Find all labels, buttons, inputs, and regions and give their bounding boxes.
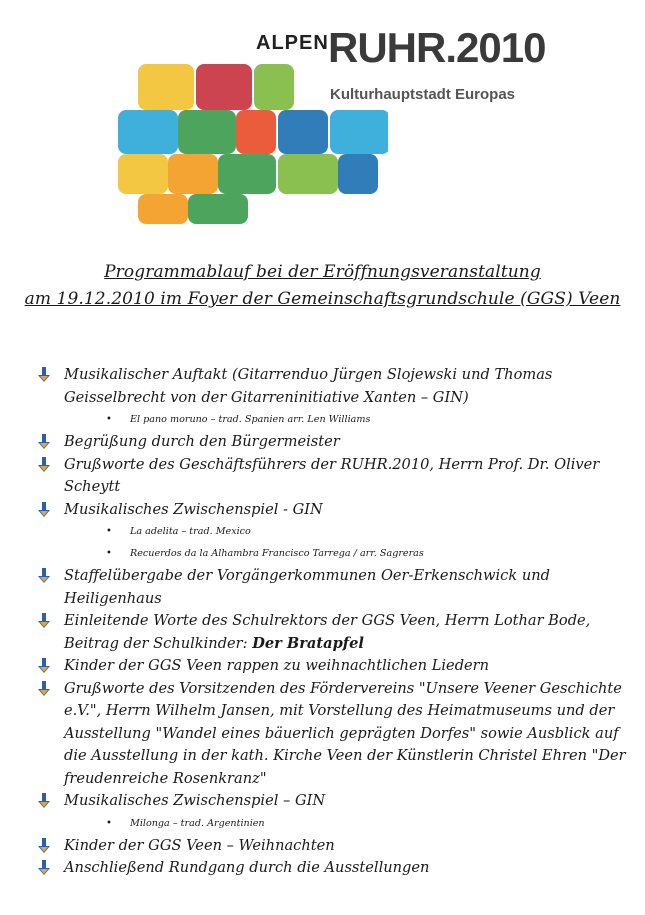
arrow-down-icon [38, 568, 50, 584]
logo-mosaic-block [118, 154, 168, 194]
arrow-down-icon [38, 860, 50, 876]
arrow-down-icon [38, 457, 50, 473]
ruhr2010-logo [118, 24, 546, 228]
logo-mosaic-block [254, 64, 294, 110]
logo-alpen-text: ALPEN [256, 32, 329, 54]
program-item [36, 364, 626, 431]
logo-mosaic-block [118, 110, 178, 154]
logo-mosaic-block [338, 154, 378, 194]
logo-mosaic-block [168, 154, 218, 194]
program-item [36, 610, 626, 655]
program-subitem: • La adelita – trad. Mexico [106, 521, 626, 543]
program-item-text: Anschließend Rundgang durch die Ausstellungen [64, 859, 430, 876]
program-item [36, 678, 626, 791]
logo-mosaic-block [196, 64, 252, 110]
program-item-text: Kinder der GGS Veen – Weihnachten [64, 836, 335, 854]
arrow-down-icon [38, 613, 50, 629]
program-item [36, 835, 626, 858]
program-item-text: Musikalisches Zwischenspiel – GIN [64, 792, 326, 809]
program-item-text: Musikalischer Auftakt (Gitarrenduo Jürgen Slojewski und Thomas Geisselbrecht von der Gitarreninitiative Xanten – GIN) [64, 366, 553, 406]
logo-mosaic-block [330, 110, 388, 154]
program-item [36, 857, 626, 880]
program-item-text: Musikalisches Zwischenspiel - GIN [64, 500, 323, 518]
logo-mosaic-block [278, 110, 328, 154]
program-title-line1: Programmablauf bei der Eröffnungsveranstaltung [104, 262, 541, 282]
program-subitem: • Milonga – trad. Argentinien [106, 813, 626, 835]
program-item-text: Begrüßung durch den Bürgermeister [64, 433, 340, 450]
arrow-down-icon [38, 793, 50, 809]
program-item [36, 655, 626, 678]
arrow-down-icon [38, 367, 50, 383]
arrow-down-icon [38, 434, 50, 450]
program-subitem-list [64, 521, 626, 565]
program-item-highlight: Der Bratapfel [252, 634, 364, 652]
logo-mosaic-block [138, 194, 188, 224]
logo-mosaic-block [178, 110, 236, 154]
arrow-down-icon [38, 838, 50, 854]
logo-mosaic-block [278, 154, 338, 194]
logo-mosaic-block [236, 110, 276, 154]
program-item-text: Grußworte des Geschäftsführers der RUHR.2010, Herrn Prof. Dr. Oliver Scheytt [64, 455, 600, 495]
program-item [36, 454, 626, 499]
program-item-text: Staffelübergabe der Vorgängerkommunen Oer-Erkenschwick und Heiligenhaus [64, 567, 550, 607]
program-subitem-list [64, 409, 626, 431]
program-item-text: Kinder der GGS Veen rappen zu weihnachtlichen Liedern [64, 657, 490, 674]
program-list [36, 364, 626, 880]
program-subitem-list [64, 813, 626, 835]
program-item-text: Grußworte des Vorsitzenden des Fördervereins "Unsere Veener Geschichte e.V.", Herrn Wilhelm Jansen, mit Vorstellung des Heimatmuseums und der Ausstellung "Wandel eines bäuerlich geprägten Dorfes" sowie Ausblick auf die Ausstellung in der kath. Kirche Veen der Künstlerin Christel Ehren "Der freudenreiche Rosenkranz" [64, 679, 626, 787]
arrow-down-icon [38, 658, 50, 674]
logo-ruhr-text: RUHR.2010 [328, 24, 546, 71]
arrow-down-icon [38, 502, 50, 518]
program-title-line2: am 19.12.2010 im Foyer der Gemeinschaftsgrundschule (GGS) Veen [24, 289, 621, 309]
program-subitem: • Recuerdos da la Alhambra Francisco Tarrega / arr. Sagreras [106, 543, 626, 565]
logo-mosaic-block [138, 64, 194, 110]
logo-mosaic-block [188, 194, 248, 224]
arrow-down-icon [38, 681, 50, 697]
program-item [36, 499, 626, 566]
logo-mosaic-block [218, 154, 276, 194]
program-item [36, 565, 626, 610]
program-subitem: • El pano moruno – trad. Spanien arr. Len Williams [106, 409, 626, 431]
program-item-text: Einleitende Worte des Schulrektors der GGS Veen, Herrn Lothar Bode, Beitrag der Schulkinder: [64, 612, 591, 652]
program-item [36, 790, 626, 835]
logo-subtitle: Kulturhauptstadt Europas [330, 86, 516, 103]
program-item [36, 431, 626, 454]
